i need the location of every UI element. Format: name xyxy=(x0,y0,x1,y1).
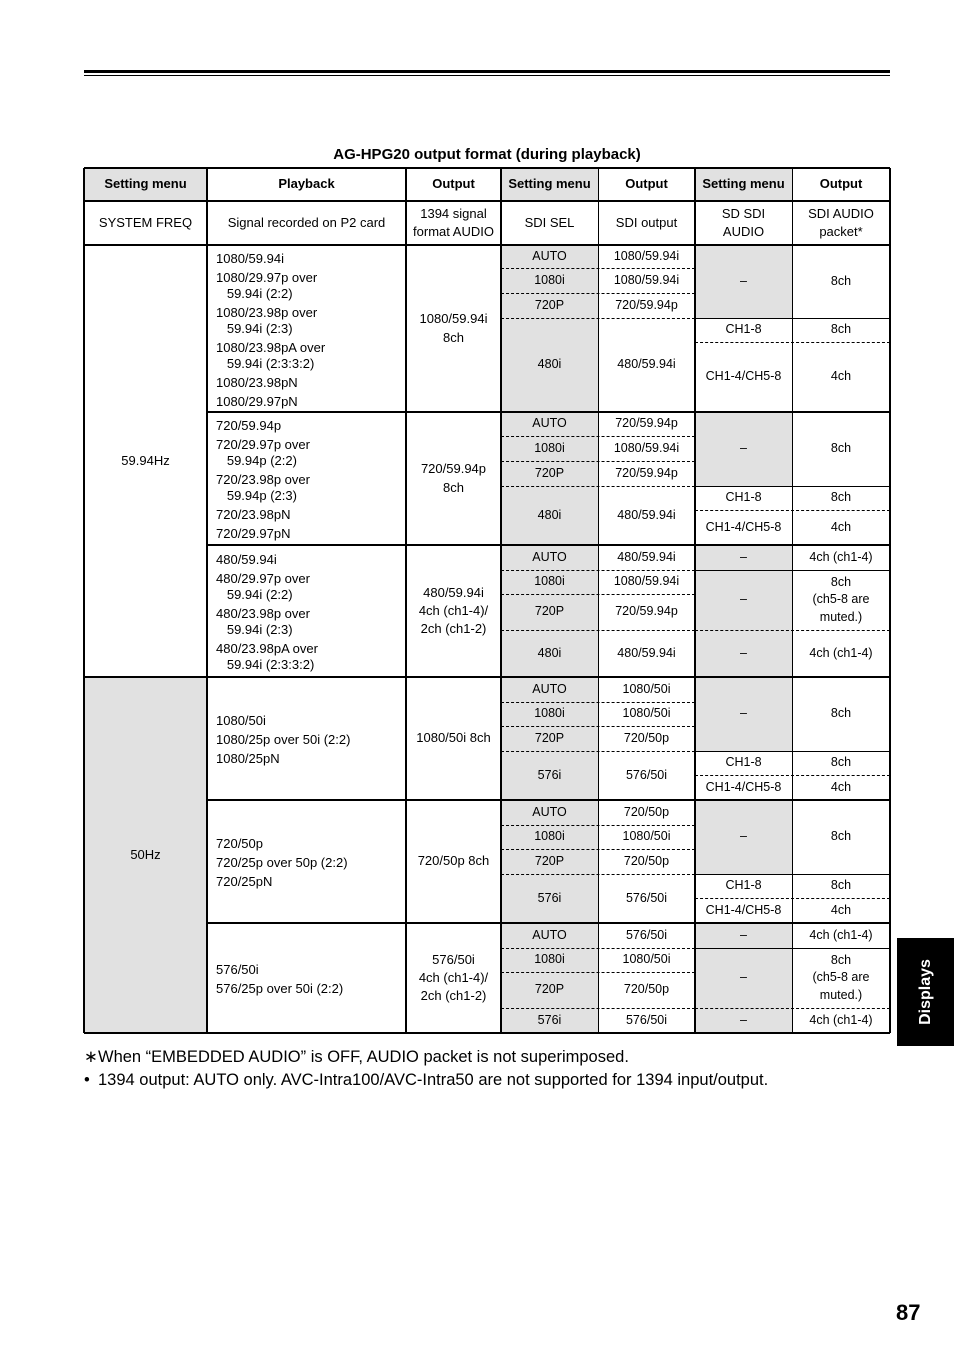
playback-format: 720/50p xyxy=(216,836,263,851)
sdi-output-cell-text: 1080/59.94i xyxy=(613,440,680,455)
sdi-sel-cell-text: 480i xyxy=(537,357,562,372)
sd-sdi-audio-cell xyxy=(695,923,792,948)
sdi-sel-cell xyxy=(501,245,598,268)
audio-packet-cell xyxy=(792,677,890,751)
sd-sdi-audio-cell-text: – xyxy=(740,706,747,721)
output-1394-cell-text: 1080/59.94i 8ch xyxy=(419,311,488,345)
footnote-1 xyxy=(84,1046,768,1069)
sdi-sel-cell-text: 576i xyxy=(537,890,562,905)
audio-packet-cell xyxy=(792,342,890,412)
audio-packet-cell-text: 4ch (ch1-4) xyxy=(809,1012,873,1027)
sd-sdi-audio-cell-text: CH1-8 xyxy=(725,755,762,770)
sd-sdi-audio-cell-text: – xyxy=(740,829,747,844)
sdi-output-cell-text: 576/50i xyxy=(625,890,667,905)
sdi-output-cell xyxy=(598,923,695,948)
column-header-text: Playback xyxy=(278,176,335,192)
sdi-sel-cell-text: AUTO xyxy=(532,927,567,942)
sdi-output-cell-text: 1080/50i xyxy=(622,829,671,844)
column-divider xyxy=(500,168,502,1033)
audio-packet-cell-text: 4ch xyxy=(830,779,852,794)
sdi-output-cell xyxy=(598,245,695,268)
output-1394-cell xyxy=(406,923,501,1033)
sd-sdi-audio-cell xyxy=(695,751,792,775)
column-subheader-text: SDI AUDIO packet* xyxy=(808,205,874,239)
column-header xyxy=(406,168,501,201)
system-freq-cell-text: 50Hz xyxy=(130,846,161,862)
column-subheader xyxy=(501,201,598,245)
audio-packet-cell-text: 4ch (ch1-4) xyxy=(809,927,873,942)
audio-packet-cell-text: 8ch xyxy=(830,273,852,288)
output-1394-cell xyxy=(406,545,501,677)
audio-packet-cell xyxy=(792,545,890,570)
sdi-output-cell xyxy=(598,318,695,412)
sdi-output-cell-text: 480/59.94i xyxy=(617,507,676,522)
sdi-output-cell-text: 720/50p xyxy=(623,730,670,745)
sd-sdi-audio-cell-text: – xyxy=(740,592,747,607)
sdi-sel-cell-text: 720P xyxy=(534,853,565,868)
system-freq-cell xyxy=(84,245,207,677)
playback-format: 720/23.98pN xyxy=(216,507,291,522)
row-divider xyxy=(207,922,890,924)
row-divider xyxy=(84,244,890,246)
column-header xyxy=(598,168,695,201)
sdi-output-cell xyxy=(598,948,695,972)
audio-packet-cell-text: 8ch xyxy=(830,490,852,505)
sdi-output-cell xyxy=(598,849,695,874)
sd-sdi-audio-cell xyxy=(695,545,792,570)
sdi-sel-cell xyxy=(501,726,598,751)
column-subheader xyxy=(695,201,792,245)
column-subheader xyxy=(207,201,406,245)
sdi-sel-cell-text: 1080i xyxy=(534,272,565,287)
audio-packet-cell xyxy=(792,318,890,342)
sd-sdi-audio-cell xyxy=(695,510,792,545)
audio-packet-cell-text: 8ch (ch5-8 are muted.) xyxy=(812,574,870,624)
sdi-output-cell-text: 720/59.94p xyxy=(615,297,678,312)
footnote-text: 1394 output: AUTO only. AVC-Intra100/AVC-Intra50 are not supported for 1394 input/output. xyxy=(98,1071,769,1089)
table-title: AG-HPG20 output format (during playback) xyxy=(333,146,641,163)
sdi-output-cell-text: 480/59.94i xyxy=(617,549,676,564)
sdi-output-cell-text: 1080/59.94i xyxy=(613,272,680,287)
sdi-sel-cell xyxy=(501,702,598,726)
sdi-output-cell xyxy=(598,412,695,436)
sdi-sel-cell-text: 720P xyxy=(534,604,565,619)
column-subheader-text: SD SDI AUDIO xyxy=(721,205,766,239)
sd-sdi-audio-cell-text: CH1-8 xyxy=(725,490,762,505)
playback-formats xyxy=(207,245,406,412)
sdi-output-cell xyxy=(598,677,695,702)
column-subheader-text: SDI output xyxy=(615,214,678,230)
audio-packet-cell xyxy=(792,751,890,775)
sd-sdi-audio-cell xyxy=(695,630,792,677)
output-1394-cell-text: 576/50i 4ch (ch1-4)/ 2ch (ch1-2) xyxy=(418,951,489,1004)
sd-sdi-audio-cell xyxy=(695,874,792,898)
column-subheader-text: Signal recorded on P2 card xyxy=(227,214,386,230)
sd-sdi-audio-cell-text: – xyxy=(740,645,747,660)
column-divider xyxy=(206,168,208,1033)
audio-packet-cell xyxy=(792,570,890,630)
sdi-sel-cell xyxy=(501,972,598,1008)
audio-packet-cell-text: 8ch xyxy=(830,441,852,456)
audio-packet-cell-text: 8ch xyxy=(830,322,852,337)
sdi-sel-cell xyxy=(501,800,598,825)
sd-sdi-audio-cell xyxy=(695,318,792,342)
output-1394-cell-text: 720/59.94p 8ch xyxy=(420,461,487,495)
playback-format: 576/50i xyxy=(216,962,259,977)
column-divider xyxy=(792,168,793,1033)
audio-packet-cell-text: 8ch xyxy=(830,706,852,721)
audio-packet-cell xyxy=(792,510,890,545)
sdi-output-cell-text: 576/50i xyxy=(625,1012,667,1027)
column-header xyxy=(84,168,207,201)
column-subheader-text: SYSTEM FREQ xyxy=(98,214,193,230)
playback-formats xyxy=(207,545,406,677)
audio-packet-cell xyxy=(792,948,890,1008)
audio-packet-cell xyxy=(792,874,890,898)
sd-sdi-audio-cell-text: – xyxy=(740,1012,747,1027)
sdi-sel-cell xyxy=(501,545,598,570)
playback-format: 720/25p over 50p (2:2) xyxy=(216,855,348,870)
sdi-output-cell xyxy=(598,486,695,545)
playback-format: 480/23.98p over 59.94i (2:3) xyxy=(216,606,310,637)
sdi-sel-cell-text: 1080i xyxy=(534,440,565,455)
playback-formats xyxy=(207,677,406,800)
column-header-text: Setting menu xyxy=(508,176,591,192)
sdi-sel-cell-text: AUTO xyxy=(532,416,567,431)
sd-sdi-audio-cell-text: – xyxy=(740,927,747,942)
playback-format: 1080/59.94i xyxy=(216,250,284,266)
sdi-sel-cell xyxy=(501,677,598,702)
audio-packet-cell xyxy=(792,412,890,486)
row-divider xyxy=(207,411,890,413)
playback-format: 720/29.97pN xyxy=(216,526,291,541)
sdi-sel-cell xyxy=(501,570,598,594)
top-rule-thin xyxy=(84,75,890,76)
sdi-sel-cell-text: 720P xyxy=(534,297,565,312)
sdi-output-cell-text: 480/59.94i xyxy=(617,645,676,660)
column-header xyxy=(501,168,598,201)
sdi-sel-cell xyxy=(501,630,598,677)
sd-sdi-audio-cell-text: – xyxy=(740,441,747,456)
sdi-output-cell-text: 1080/59.94i xyxy=(613,248,680,263)
sd-sdi-audio-cell-text: CH1-4/CH5-8 xyxy=(705,779,782,794)
column-divider xyxy=(694,168,696,1033)
playback-format: 720/25pN xyxy=(216,874,273,889)
sdi-sel-cell xyxy=(501,486,598,545)
system-freq-cell-text: 59.94Hz xyxy=(121,452,170,468)
sdi-sel-cell-text: 1080i xyxy=(534,829,565,844)
row-divider xyxy=(84,167,890,169)
audio-packet-cell-text: 4ch (ch1-4) xyxy=(809,645,873,660)
playback-format: 1080/29.97p over 59.94i (2:2) xyxy=(216,269,318,301)
audio-packet-cell-text: 8ch xyxy=(830,829,852,844)
sd-sdi-audio-cell-text: – xyxy=(740,549,747,564)
sdi-output-cell xyxy=(598,874,695,923)
sd-sdi-audio-cell-text: CH1-8 xyxy=(725,322,762,337)
playback-format: 1080/25p over 50i (2:2) xyxy=(216,732,351,747)
column-subheader xyxy=(84,201,207,245)
row-divider xyxy=(207,544,890,546)
sdi-output-cell-text: 720/59.94p xyxy=(615,416,678,431)
sdi-sel-cell-text: AUTO xyxy=(532,549,567,564)
column-subheader xyxy=(598,201,695,245)
sd-sdi-audio-cell xyxy=(695,1008,792,1033)
sdi-output-cell-text: 720/50p xyxy=(623,982,670,997)
sd-sdi-audio-cell-text: – xyxy=(740,273,747,288)
column-header xyxy=(695,168,792,201)
playback-format: 1080/23.98p over 59.94i (2:3) xyxy=(216,304,318,336)
audio-packet-cell-text: 8ch xyxy=(830,878,852,893)
footnote-text: When “EMBEDDED AUDIO” is OFF, AUDIO packet is not superimposed. xyxy=(98,1048,629,1066)
sdi-sel-cell xyxy=(501,923,598,948)
column-header xyxy=(792,168,890,201)
sd-sdi-audio-cell xyxy=(695,775,792,800)
playback-format: 1080/50i xyxy=(216,713,266,728)
output-1394-cell xyxy=(406,677,501,800)
section-tab xyxy=(897,938,954,1046)
column-divider xyxy=(83,168,85,1033)
sd-sdi-audio-cell xyxy=(695,342,792,412)
sdi-sel-cell-text: 480i xyxy=(537,507,562,522)
sdi-output-cell xyxy=(598,268,695,293)
column-subheader-text: 1394 signal format AUDIO xyxy=(413,205,494,239)
playback-format: 480/23.98pA over 59.94i (2:3:3:2) xyxy=(216,641,318,672)
sdi-output-cell xyxy=(598,461,695,486)
sd-sdi-audio-cell xyxy=(695,677,792,751)
sdi-output-cell-text: 1080/59.94i xyxy=(613,574,680,589)
sdi-sel-cell xyxy=(501,751,598,800)
section-tab-label: Displays xyxy=(916,959,934,1025)
sdi-sel-cell xyxy=(501,412,598,436)
playback-formats xyxy=(207,412,406,545)
sdi-sel-cell-text: AUTO xyxy=(532,804,567,819)
footnote-marker: ∗ xyxy=(84,1048,98,1066)
footnotes xyxy=(84,1046,768,1092)
playback-format: 1080/23.98pA over 59.94i (2:3:3:2) xyxy=(216,339,326,371)
sdi-sel-cell-text: 720P xyxy=(534,730,565,745)
sdi-output-cell-text: 720/50p xyxy=(623,804,670,819)
audio-packet-cell xyxy=(792,1008,890,1033)
column-header-text: Output xyxy=(625,176,668,192)
playback-format: 1080/29.97pN xyxy=(216,393,298,409)
sdi-sel-cell-text: 576i xyxy=(537,767,562,782)
sd-sdi-audio-cell xyxy=(695,800,792,874)
sdi-sel-cell xyxy=(501,594,598,630)
output-1394-cell-text: 1080/50i 8ch xyxy=(416,730,491,746)
sdi-output-cell-text: 480/59.94i xyxy=(617,357,676,372)
audio-packet-cell xyxy=(792,775,890,800)
sdi-output-cell xyxy=(598,630,695,677)
audio-packet-cell xyxy=(792,923,890,948)
sd-sdi-audio-cell-text: CH1-4/CH5-8 xyxy=(705,519,782,534)
sdi-output-cell-text: 720/59.94p xyxy=(615,604,678,619)
output-1394-cell xyxy=(406,412,501,545)
row-divider xyxy=(84,1032,890,1034)
sdi-sel-cell-text: 480i xyxy=(537,645,562,660)
sdi-output-cell-text: 720/50p xyxy=(623,853,670,868)
audio-packet-cell xyxy=(792,898,890,923)
row-divider xyxy=(207,799,890,801)
column-subheader xyxy=(792,201,890,245)
sdi-sel-cell-text: 1080i xyxy=(534,952,565,967)
sdi-output-cell xyxy=(598,726,695,751)
sdi-sel-cell xyxy=(501,461,598,486)
sdi-sel-cell-text: 576i xyxy=(537,1012,562,1027)
audio-packet-cell xyxy=(792,800,890,874)
sdi-output-cell xyxy=(598,594,695,630)
column-header-text: Output xyxy=(819,176,863,192)
sdi-sel-cell xyxy=(501,1008,598,1033)
sdi-output-cell xyxy=(598,545,695,570)
sdi-sel-cell xyxy=(501,849,598,874)
output-format-table xyxy=(84,168,890,1034)
output-1394-cell-text: 480/59.94i 4ch (ch1-4)/ 2ch (ch1-2) xyxy=(418,584,489,637)
column-divider xyxy=(405,168,407,1033)
output-1394-cell xyxy=(406,245,501,412)
playback-formats xyxy=(207,923,406,1033)
sd-sdi-audio-cell xyxy=(695,948,792,1008)
sd-sdi-audio-cell xyxy=(695,412,792,486)
sdi-output-cell xyxy=(598,972,695,1008)
audio-packet-cell-text: 8ch xyxy=(830,755,852,770)
column-header xyxy=(207,168,406,201)
sd-sdi-audio-cell-text: CH1-4/CH5-8 xyxy=(705,902,782,917)
sdi-output-cell-text: 576/50i xyxy=(625,767,667,782)
sdi-output-cell-text: 1080/50i xyxy=(622,681,671,696)
audio-packet-cell-text: 4ch xyxy=(830,369,852,384)
page-number: 87 xyxy=(896,1300,921,1325)
sdi-sel-cell xyxy=(501,874,598,923)
sd-sdi-audio-cell xyxy=(695,898,792,923)
sd-sdi-audio-cell xyxy=(695,570,792,630)
sdi-output-cell-text: 720/59.94p xyxy=(615,465,678,480)
sd-sdi-audio-cell-text: – xyxy=(740,970,747,985)
audio-packet-cell xyxy=(792,630,890,677)
playback-format: 1080/23.98pN xyxy=(216,374,298,390)
column-subheader-text: SDI SEL xyxy=(524,214,575,230)
sdi-output-cell-text: 576/50i xyxy=(625,927,667,942)
sdi-output-cell xyxy=(598,800,695,825)
playback-format: 720/29.97p over 59.94p (2:2) xyxy=(216,437,310,468)
row-divider xyxy=(84,676,890,678)
audio-packet-cell-text: 8ch (ch5-8 are muted.) xyxy=(812,952,870,1002)
sdi-output-cell xyxy=(598,751,695,800)
playback-format: 720/23.98p over 59.94p (2:3) xyxy=(216,472,310,503)
sdi-sel-cell xyxy=(501,268,598,293)
sdi-output-cell-text: 1080/50i xyxy=(622,952,671,967)
audio-packet-cell-text: 4ch (ch1-4) xyxy=(809,549,873,564)
row-divider xyxy=(84,200,890,202)
sdi-sel-cell xyxy=(501,825,598,849)
audio-packet-cell-text: 4ch xyxy=(830,519,852,534)
sd-sdi-audio-cell-text: CH1-8 xyxy=(725,878,762,893)
sdi-output-cell xyxy=(598,293,695,318)
sdi-sel-cell-text: AUTO xyxy=(532,681,567,696)
sdi-sel-cell-text: 720P xyxy=(534,465,565,480)
sdi-sel-cell-text: AUTO xyxy=(532,248,567,263)
sdi-output-cell xyxy=(598,570,695,594)
sdi-sel-cell-text: 1080i xyxy=(534,706,565,721)
sd-sdi-audio-cell xyxy=(695,245,792,318)
footnote-2 xyxy=(84,1069,768,1092)
column-subheader xyxy=(406,201,501,245)
sdi-output-cell xyxy=(598,702,695,726)
sdi-sel-cell xyxy=(501,293,598,318)
sdi-output-cell xyxy=(598,825,695,849)
system-freq-cell xyxy=(84,677,207,1033)
footnote-marker: • xyxy=(84,1071,90,1089)
sd-sdi-audio-cell-text: CH1-4/CH5-8 xyxy=(705,369,782,384)
column-header-text: Setting menu xyxy=(104,176,187,192)
sdi-output-cell-text: 1080/50i xyxy=(622,706,671,721)
playback-format: 1080/25pN xyxy=(216,751,280,766)
audio-packet-cell xyxy=(792,245,890,318)
playback-format: 720/59.94p xyxy=(216,418,282,433)
audio-packet-cell-text: 4ch xyxy=(830,902,852,917)
playback-formats xyxy=(207,800,406,923)
sdi-sel-cell xyxy=(501,948,598,972)
top-rule xyxy=(84,70,890,73)
audio-packet-cell xyxy=(792,486,890,510)
sdi-sel-cell xyxy=(501,318,598,412)
sdi-sel-cell xyxy=(501,436,598,461)
output-1394-cell xyxy=(406,800,501,923)
playback-format: 480/59.94i xyxy=(216,552,277,567)
sdi-sel-cell-text: 1080i xyxy=(534,574,565,589)
column-header-text: Output xyxy=(432,176,475,192)
playback-format: 480/29.97p over 59.94i (2:2) xyxy=(216,571,310,602)
sdi-output-cell xyxy=(598,1008,695,1033)
output-1394-cell-text: 720/50p 8ch xyxy=(417,853,490,869)
column-divider xyxy=(889,168,891,1033)
column-header-text: Setting menu xyxy=(702,176,785,192)
sdi-output-cell xyxy=(598,436,695,461)
column-divider xyxy=(598,168,599,1033)
playback-format: 576/25p over 50i (2:2) xyxy=(216,981,344,996)
sdi-sel-cell-text: 720P xyxy=(534,982,565,997)
sd-sdi-audio-cell xyxy=(695,486,792,510)
